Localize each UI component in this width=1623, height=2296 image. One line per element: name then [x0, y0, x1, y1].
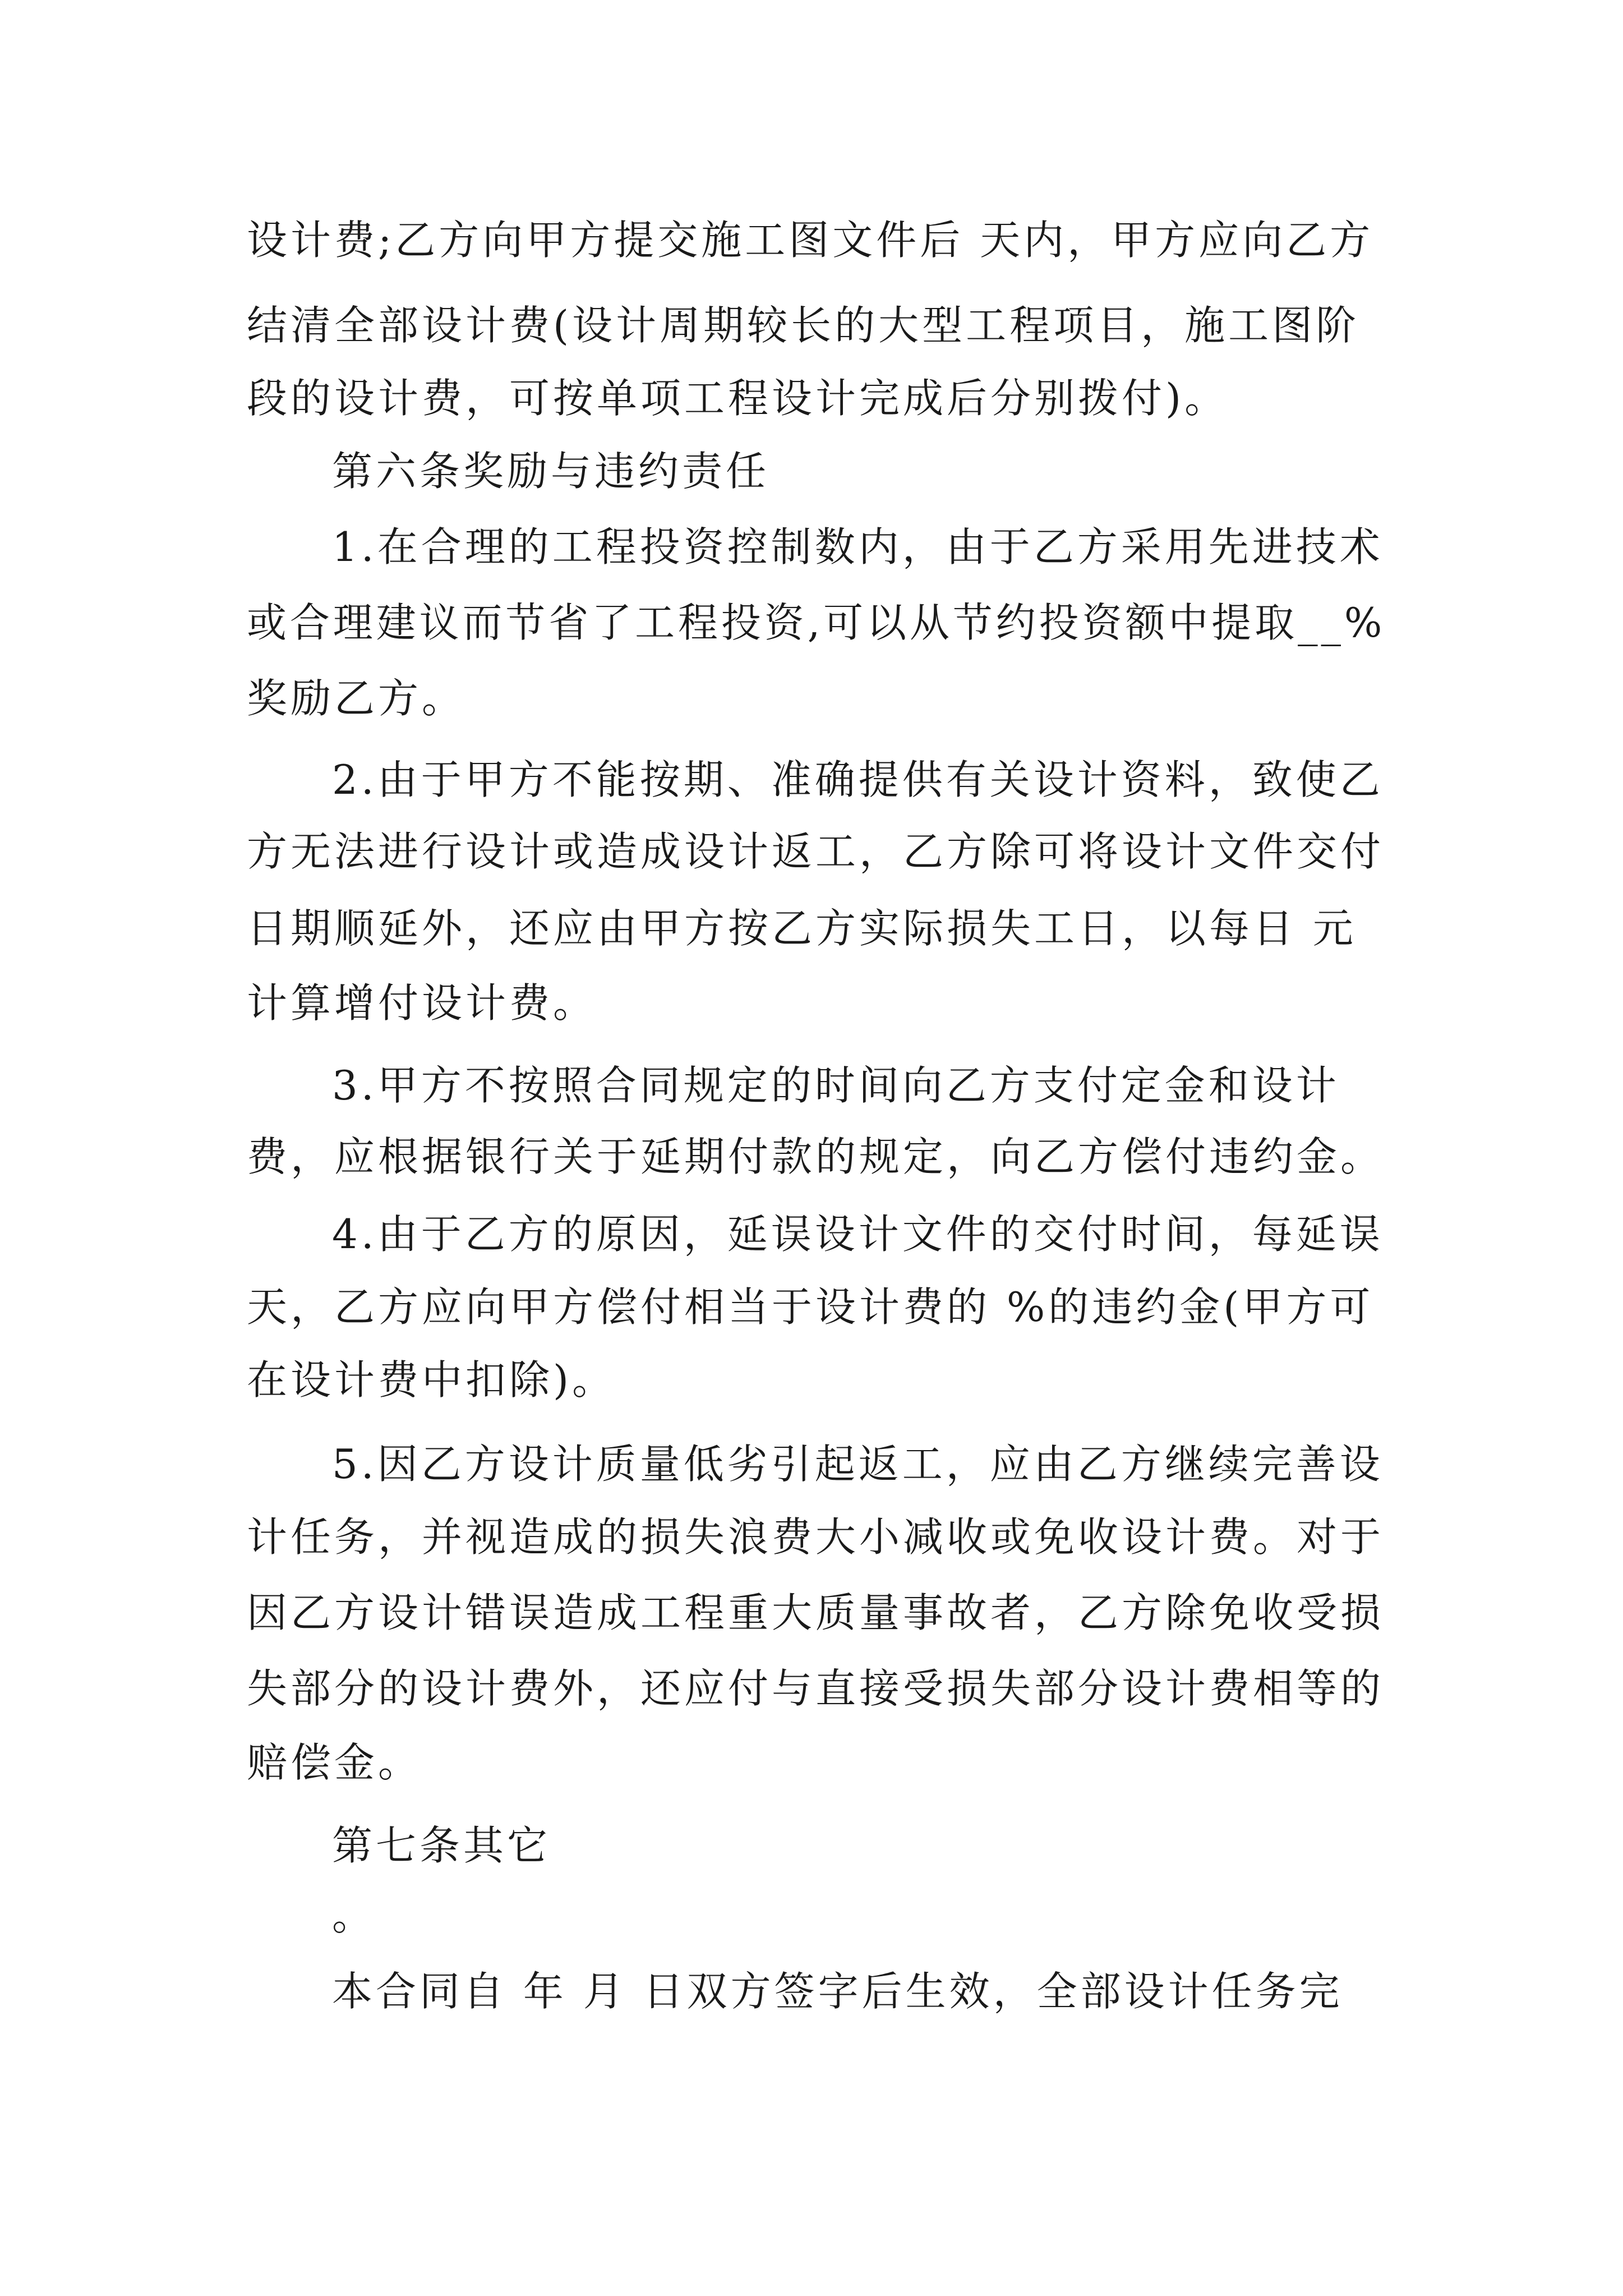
- text-line: 因乙方设计错误造成工程重大质量事故者，乙方除免收受损: [247, 1589, 1385, 1636]
- text-line: 在设计费中扣除)。: [247, 1356, 616, 1404]
- text-line: 结清全部设计费(设计周期较长的大型工程项目，施工图阶: [247, 302, 1360, 349]
- text-line: 设计费;乙方向甲方提交施工图文件后 天内，甲方应向乙方: [247, 217, 1374, 264]
- text-line: 计算增付设计费。: [247, 979, 597, 1027]
- text-line: 5.因乙方设计质量低劣引起返工，应由乙方继续完善设: [332, 1441, 1384, 1488]
- text-line: 日期顺延外，还应由甲方按乙方实际损失工日，以每日 元: [247, 905, 1357, 952]
- text-line: 1.在合理的工程投资控制数内，由于乙方采用先进技术: [332, 523, 1384, 570]
- text-line: 。: [332, 1892, 376, 1939]
- text-line: 费，应根据银行关于延期付款的规定，向乙方偿付违约金。: [247, 1133, 1385, 1180]
- text-line: 段的设计费，可按单项工程设计完成后分别拨付)。: [247, 375, 1229, 422]
- text-line: 计任务，并视造成的损失浪费大小减收或免收设计费。对于: [247, 1513, 1385, 1561]
- text-line: 奖励乙方。: [247, 675, 466, 722]
- text-line: 4.由于乙方的原因，延误设计文件的交付时间，每延误: [332, 1211, 1384, 1258]
- text-line: 天，乙方应向甲方偿付相当于设计费的 %的违约金(甲方可: [247, 1283, 1374, 1331]
- text-line: 或合理建议而节省了工程投资,可以从节约投资额中提取__%: [247, 599, 1386, 646]
- text-line: 本合同自 年 月 日双方签字后生效，全部设计任务完: [332, 1968, 1343, 2015]
- text-line: 赔偿金。: [247, 1739, 422, 1786]
- section-heading: 第六条奖励与违约责任: [332, 448, 770, 495]
- text-line: 2.由于甲方不能按期、准确提供有关设计资料，致使乙: [332, 756, 1384, 803]
- text-line: 失部分的设计费外，还应付与直接受损失部分设计费相等的: [247, 1665, 1385, 1712]
- text-line: 3.甲方不按照合同规定的时间向乙方支付定金和设计: [332, 1062, 1340, 1109]
- section-heading: 第七条其它: [332, 1822, 551, 1869]
- text-line: 方无法进行设计或造成设计返工，乙方除可将设计文件交付: [247, 828, 1385, 875]
